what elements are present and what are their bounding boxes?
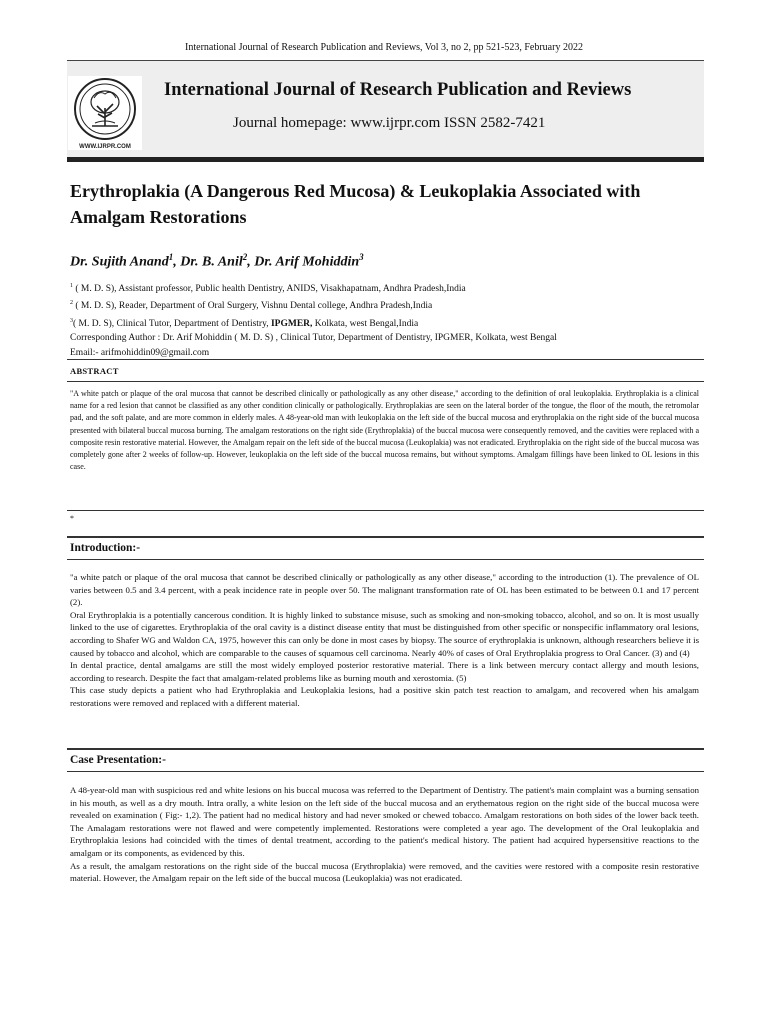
author-affiliation-number: 1 <box>168 252 174 262</box>
journal-homepage: Journal homepage: www.ijrpr.com ISSN 2582-7421 <box>233 115 546 131</box>
author-affiliation-number: 2 <box>242 252 248 262</box>
journal-logo <box>68 76 142 150</box>
case-presentation-rule <box>67 748 704 750</box>
corresponding-author: Corresponding Author : Dr. Arif Mohiddin ( M. D. S) , Clinical Tutor, Department of Dentistry, IPGMER, Kolkata, west Bengal <box>70 333 557 344</box>
affiliation-location: Kolkata, west Bengal,India <box>312 319 419 330</box>
case-presentation-paragraph: A 48-year-old man with suspicious red and white lesions on his buccal mucosa was referred to the Department of Dentistry. The patient's main complaint was a burning sensation in his mouth, as well as a dry mouth. Intra orally, a white lesion on the left side of the buccal mucosa and an erythematous region on the right side of the buccal mucosa were revealed on examination ( Fig:- 1,2). The patient had no medical history and had never smoked or chewed tobacco. Amalgam restorations on both sides of the lower back teeth. The Amalagam restorations were not flawed and were competently implemented. Restorations were completed a year ago. The development of the Oral leukoplakia and Erythroplakia lesions had coincided with the times of dental treatment, according to the patient's medical history. The patient had acquired hypersensitive reactions to the amalgam or its components, as evidenced by this. <box>70 785 699 858</box>
affiliation-number: 3 <box>70 317 73 324</box>
affiliations-block <box>70 279 710 360</box>
paper-title: Erythroplakia (A Dangerous Red Mucosa) & Leukoplakia Associated with Amalgam Restorations <box>70 181 641 227</box>
affiliation-text: ( M. D. S), Reader, Department of Oral Surgery, Vishnu Dental college, Andhra Pradesh,India <box>73 301 433 312</box>
author-separator: , <box>247 254 255 270</box>
affiliation-number: 1 <box>70 283 73 289</box>
affiliation-line <box>70 314 710 331</box>
author-name: Dr. B. Anil <box>180 254 243 270</box>
abstract-footnote-mark: * <box>70 514 74 523</box>
author-email[interactable]: Email:- arifmohiddin09@gmail.com <box>70 347 210 358</box>
journal-title: International Journal of Research Publication and Reviews <box>164 80 632 100</box>
abstract-heading: ABSTRACT <box>70 366 119 376</box>
introduction-paragraph: "a white patch or plaque of the oral mucosa that cannot be described clinically or pathologically as any other disease," according to the introduction (1). The prevalence of OL varies between 0.5 and 3.4 percent, with a peak incidence rate in people over 50. The malignant transformation rate of OL has been estimated to be between 0.1 and 17 percent (2). <box>70 572 699 608</box>
logo-website-text: WWW.IJRPR.COM <box>79 144 131 150</box>
affiliation-institution: IPGMER, <box>270 319 313 330</box>
introduction-paragraph: Oral Erythroplakia is a potentially cancerous condition. It is highly linked to substance misuse, such as smoking and non-smoking tobacco, alcohol, and so on. It is most usually linked to the use of cigarettes. Erythroplakia of the oral cavity is a distinct disease entity that must be distinguished from other specific or nonspecific inflammatory oral lesions, according to Shafer WG and Waldon CA, 1975, however this can only be done in most cases by biopsy. The source of erythroplakia is unknown, although researchers believe it is caused by tobacco and alcohol, which are comparable to the causes of squamous cell carcinoma. Nearly 40% of cases of Oral Erythroplakia progress to Oral Cancer. (3) and (4) <box>70 609 699 658</box>
author-name: Dr. Sujith Anand <box>70 254 169 270</box>
affiliation-text: ( M. D. S), Clinical Tutor, Department of Dentistry, <box>73 319 271 330</box>
case-presentation-paragraph: As a result, the amalgam restorations on the right side of the buccal mucosa (Erythroplakia) were removed, and the cavities were restored with a composite resin restorative material. However, the Amalgam repair on the left side of the buccal mucosa (Leukoplakia) was not eradicated. <box>70 860 699 884</box>
author-name: Dr. Arif Mohiddin <box>254 254 360 270</box>
author-affiliation-number: 3 <box>359 252 364 262</box>
abstract-label-rule <box>67 381 704 382</box>
affiliation-text: ( M. D. S), Assistant professor, Public health Dentistry, ANIDS, Visakhapatnam, Andhra Pradesh,India <box>73 284 466 295</box>
introduction-body <box>70 571 699 710</box>
tree-seal-icon <box>68 76 142 142</box>
abstract-bottom-rule <box>67 510 704 511</box>
author-separator: , <box>173 254 181 270</box>
case-presentation-heading-underline <box>67 771 704 772</box>
introduction-heading: Introduction:- <box>70 542 141 554</box>
case-presentation-body <box>70 784 699 885</box>
abstract-text: "A white patch or plaque of the oral mucosa that cannot be described clinically or pathologically as any other disease," according to the definition of oral leukoplakia. Erythroplakia is a clinical name for a red lesion that cannot be classified as any other condition clinically or pathologically. Erythroplakias are seen on the lateral border of the tongue, the floor of the mouth, the retromolar pad, and the soft palate, and are more common in elderly males. A 48-year-old man with leukoplakia on the left side of the buccal mucosa and erythroplakia on the right side of the buccal mucosa presented with bilateral buccal mucosa burning. The amalgam restorations on the right side (Erythroplakia) of the buccal mucosa were consequently removed, and the cavities were replaced with a composite resin restorative material. However, the Amalgam repair on the left side of the buccal mucosa (Leukoplakia) was not eradicated. Erythroplakia on the right side of the buccal mucosa was completely gone after 2 weeks of follow-up. However, leukoplakia on the left side of the buccal mucosa remains, but without symptoms. Amalgam fillings have been linked to OL lesions in this case. <box>70 389 699 472</box>
journal-header-banner <box>67 61 704 157</box>
abstract-top-rule <box>67 359 704 360</box>
introduction-paragraph: This case study depicts a patient who had Erythroplakia and Leukoplakia lesions, had a positive skin patch test reaction to amalgam, and recovered when his amalgam restorations were removed and replaced with a different material. <box>70 685 699 708</box>
affiliation-line <box>70 279 710 296</box>
introduction-rule <box>67 536 704 538</box>
journal-citation-line: International Journal of Research Publication and Reviews, Vol 3, no 2, pp 521-523, February 2022 <box>185 42 583 53</box>
affiliation-number: 2 <box>70 300 73 307</box>
case-presentation-heading: Case Presentation:- <box>70 754 166 766</box>
introduction-heading-underline <box>67 559 704 560</box>
introduction-paragraph: In dental practice, dental amalgams are still the most widely employed posterior restorative material. There is a link between mercury contact allergy and mouth lesions, according to research. Despite the fact that amalgam-related problems like as burning mouth and xerostomia. (5) <box>70 660 699 683</box>
affiliation-line <box>70 296 710 313</box>
header-bottom-rule <box>67 157 704 162</box>
author-list <box>70 252 364 271</box>
